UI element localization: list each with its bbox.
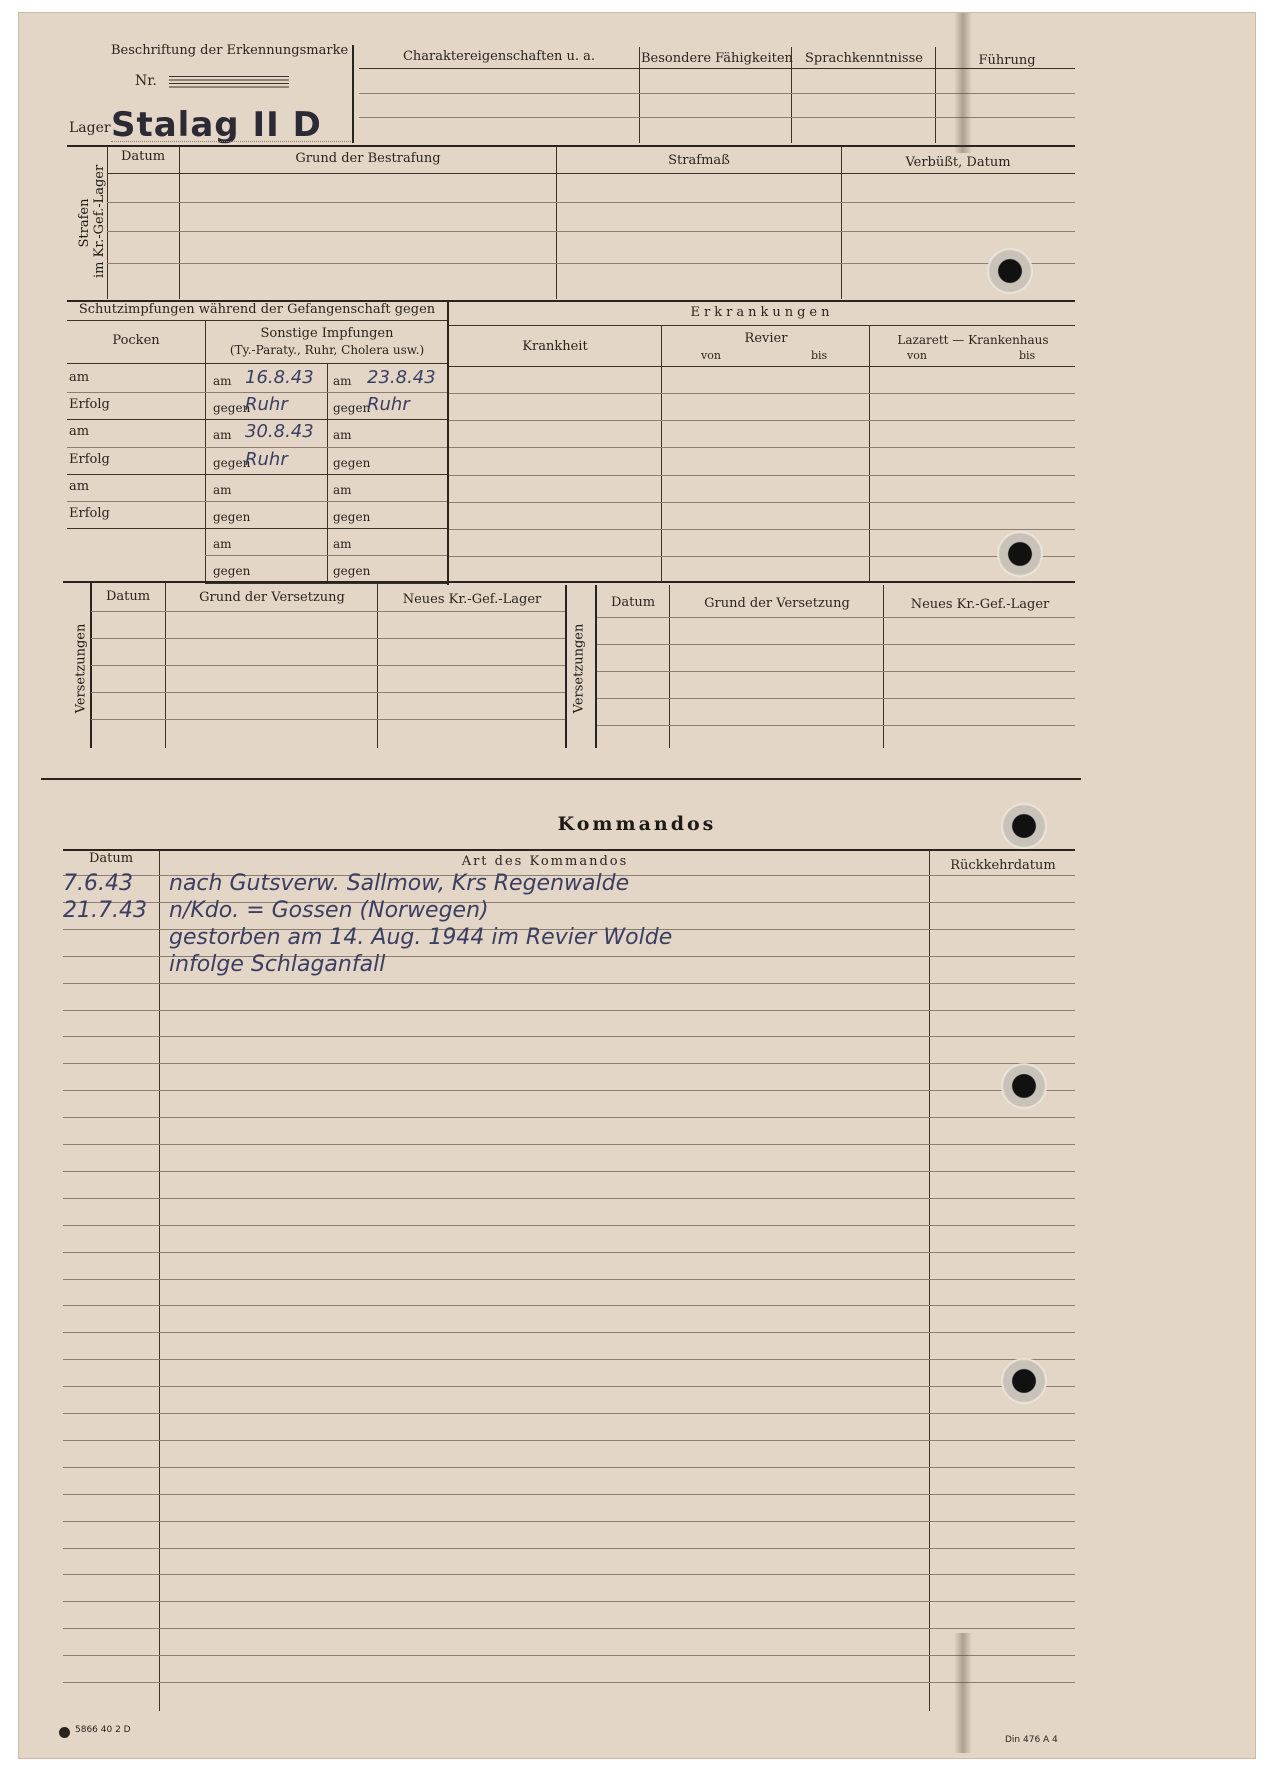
pocken-row-label: am (69, 478, 90, 494)
kommandos-row-rule (63, 1521, 1075, 1522)
lazarett-bis: bis (1019, 349, 1036, 362)
din-label: Din 476 A 4 (1005, 1735, 1058, 1745)
kommandos-row-rule (63, 1305, 1075, 1306)
pocken-row-label: am (69, 370, 90, 385)
col-sep (841, 147, 842, 299)
impf-b-value: Ruhr (367, 394, 410, 416)
revier-header: Revier (744, 331, 788, 346)
kommandos-row-rule (63, 983, 1075, 984)
punch-hole (1001, 803, 1047, 849)
kommando-datum: 21.7.43 (63, 898, 147, 923)
versetzungen-row-rule (91, 719, 565, 720)
kommandos-rueckkehr-header: Rückkehrdatum (950, 858, 1056, 873)
lager-dotted-line (111, 141, 351, 142)
lazarett-header: Lazarett — Krankenhaus (897, 333, 1049, 347)
impf-b-value: 23.8.43 (367, 367, 436, 388)
versetzungen-side-label-left: Versetzungen (73, 623, 89, 714)
kommandos-row-rule (63, 1628, 1075, 1629)
erkrankungen-title: Erkrankungen (690, 305, 834, 320)
impf-b-label: gegen (333, 564, 371, 579)
kommandos-row-rule (63, 1036, 1075, 1037)
col-sep (639, 47, 640, 143)
erkrankungen-row-rule (449, 420, 1075, 421)
vers-grund-header-left: Grund der Versetzung (199, 590, 345, 605)
col-sep (935, 47, 936, 143)
pocken-row-label: am (69, 424, 90, 440)
kommandos-datum-header: Datum (88, 851, 134, 866)
pocken-header: Pocken (112, 333, 160, 348)
kommandos-row-rule (63, 1171, 1075, 1172)
impfungen-title: Schutzimpfungen während der Gefangenschaft gegen (78, 302, 436, 317)
kommandos-row-rule (63, 1010, 1075, 1011)
kommando-text: infolge Schlaganfall (169, 952, 386, 977)
kommandos-row-rule (63, 1574, 1075, 1575)
nr-redacted-lines (169, 76, 289, 90)
charakter-header: Charaktereigenschaften u. a. (402, 49, 596, 64)
vers-grund-header-right: Grund der Versetzung (704, 596, 850, 611)
kommandos-row-rule (63, 1413, 1075, 1414)
impf-b-label: gegen (333, 455, 371, 470)
kommandos-title: Kommandos (557, 813, 717, 835)
revier-bis: bis (811, 349, 828, 362)
lager-stamp: Stalag II D (111, 105, 322, 145)
vers-datum-header-right: Datum (610, 595, 656, 610)
rule (107, 231, 1075, 232)
print-code: 5866 40 2 D (75, 1725, 131, 1735)
rule (107, 263, 1075, 264)
record-card (18, 12, 1256, 1759)
erkrankungen-row-rule (449, 475, 1075, 476)
section-border (63, 581, 1075, 583)
versetzungen-row-rule (597, 698, 1075, 699)
vers-datum-header-left: Datum (105, 589, 151, 604)
impf-a-value: Ruhr (245, 448, 288, 470)
erkrankungen-row-rule (449, 447, 1075, 448)
impf-a-label: gegen (213, 401, 251, 416)
kommandos-row-rule (63, 1090, 1075, 1091)
kommandos-row-rule (63, 1548, 1075, 1549)
vers-neues-header-right: Neues Kr.-Gef.-Lager (910, 597, 1050, 612)
punch-hole (987, 248, 1033, 294)
pocken-row-label: Erfolg (69, 397, 110, 413)
kommandos-row-rule (63, 1252, 1075, 1253)
punch-hole (997, 531, 1043, 577)
lager-label: Lager (69, 120, 111, 136)
rule (107, 173, 1075, 174)
col-sep (556, 147, 557, 299)
section-border (63, 849, 1075, 851)
versetzungen-row-rule (597, 617, 1075, 618)
impf-b-label: gegen (333, 510, 371, 524)
punch-hole (1001, 1358, 1047, 1404)
impf-b-label: am (333, 537, 352, 552)
col-sep (565, 585, 567, 748)
punch-hole (1001, 1063, 1047, 1109)
erkrankungen-row-rule (449, 393, 1075, 394)
faehigkeiten-header: Besondere Fähigkeiten (641, 51, 793, 66)
strafen-grund-header: Grund der Bestrafung (295, 151, 441, 166)
kommandos-row-rule (63, 1198, 1075, 1199)
impf-a-label: gegen (213, 455, 251, 470)
section-border (41, 778, 1081, 780)
sonstige-header-1: Sonstige Impfungen (260, 326, 394, 341)
col-sep (205, 321, 206, 583)
kommandos-row-rule (63, 1655, 1075, 1656)
impf-row-rule (67, 474, 447, 475)
rule (449, 325, 1075, 326)
revier-von: von (701, 349, 721, 362)
strafen-side-label-1: Strafen (77, 198, 92, 248)
versetzungen-row-rule (91, 665, 565, 666)
impf-row-rule (67, 419, 447, 420)
col-sep (869, 326, 870, 583)
impf-b-label: am (333, 374, 352, 388)
col-sep (791, 47, 792, 143)
kommandos-row-rule (63, 1117, 1075, 1118)
impf-row-rule (67, 392, 447, 393)
impf-b-label: am (333, 428, 352, 443)
impf-a-value: 16.8.43 (245, 367, 314, 388)
rule (107, 202, 1075, 203)
impf-a-value: 30.8.43 (245, 421, 314, 443)
kommando-text: gestorben am 14. Aug. 1944 im Revier Wolde (169, 925, 673, 950)
sonstige-header-2: (Ty.-Paraty., Ruhr, Cholera usw.) (229, 343, 425, 357)
erkrankungen-row-rule (449, 556, 1075, 557)
strafen-datum-header: Datum (120, 149, 166, 164)
impf-b-label: am (333, 482, 352, 497)
strafen-side-label (77, 164, 107, 278)
kommandos-row-rule (63, 1386, 1075, 1387)
col-sep (159, 851, 160, 1711)
kommandos-row-rule (63, 1601, 1075, 1602)
kommando-text: n/Kdo. = Gossen (Norwegen) (169, 898, 489, 923)
col-sep (929, 851, 930, 1711)
kommando-text: nach Gutsverw. Sallmow, Krs Regenwalde (169, 871, 630, 896)
kommandos-row-rule (63, 1682, 1075, 1683)
kommandos-row-rule (63, 1225, 1075, 1226)
top-divider (352, 45, 354, 143)
rule (67, 320, 447, 321)
impf-row-rule (67, 528, 447, 529)
nr-label: Nr. (135, 73, 157, 89)
lazarett-von: von (907, 349, 927, 362)
krankheit-header: Krankheit (522, 339, 588, 354)
erkrankungen-row-rule (449, 502, 1075, 503)
kommandos-row-rule (63, 1332, 1075, 1333)
section-border (67, 145, 1075, 147)
impf-a-label: am (213, 374, 232, 388)
kommandos-row-rule (63, 1279, 1075, 1280)
col-sep (179, 147, 180, 299)
paper-crease (954, 1633, 972, 1753)
impf-a-value: Ruhr (245, 394, 288, 416)
erkrankungen-row-rule (449, 529, 1075, 530)
kommandos-row-rule (63, 1144, 1075, 1145)
print-mark-icon (59, 1727, 70, 1738)
col-sep (669, 585, 670, 748)
strafen-verbuesst-header: Verbüßt, Datum (905, 155, 1011, 170)
kommandos-row-rule (63, 1467, 1075, 1468)
versetzungen-row-rule (597, 644, 1075, 645)
versetzungen-side-label-right: Versetzungen (571, 623, 587, 714)
fuehrung-header: Führung (978, 53, 1036, 68)
pocken-row-label: Erfolg (69, 451, 110, 467)
impf-a-label: am (213, 428, 232, 443)
kommandos-row-rule (63, 1494, 1075, 1495)
strafen-side-label-2: im Kr.-Gef.-Lager (92, 164, 107, 278)
impf-row-rule (67, 501, 447, 502)
kommando-datum: 7.6.43 (63, 871, 133, 896)
paper-crease (954, 13, 972, 153)
kommandos-row-rule (63, 1440, 1075, 1441)
versetzungen-row-rule (91, 611, 565, 612)
erkennungsmarke-label: Beschriftung der Erkennungsmarke (111, 43, 349, 58)
kommandos-art-header: Art des Kommandos (461, 854, 629, 869)
versetzungen-row-rule (91, 638, 565, 639)
versetzungen-row-rule (597, 671, 1075, 672)
kommandos-row-rule (63, 1359, 1075, 1360)
col-sep (107, 147, 108, 299)
impf-row-rule (205, 555, 447, 556)
impf-a-label: am (213, 482, 232, 497)
rule (67, 363, 447, 364)
sprachen-header: Sprachkenntnisse (805, 51, 923, 66)
versetzungen-row-rule (91, 692, 565, 693)
versetzungen-row-rule (597, 725, 1075, 726)
impf-a-label: gegen (213, 510, 251, 524)
kommandos-row-rule (63, 1063, 1075, 1064)
vers-neues-header-left: Neues Kr.-Gef.-Lager (402, 592, 542, 607)
col-sep (883, 585, 884, 748)
impf-a-label: gegen (213, 564, 251, 579)
impf-row-rule (67, 447, 447, 448)
strafen-strafmass-header: Strafmaß (668, 153, 730, 168)
rule (449, 366, 1075, 367)
pocken-row-label: Erfolg (69, 506, 110, 521)
impf-a-label: am (213, 537, 232, 552)
col-sep (661, 326, 662, 583)
impf-b-label: gegen (333, 401, 371, 416)
